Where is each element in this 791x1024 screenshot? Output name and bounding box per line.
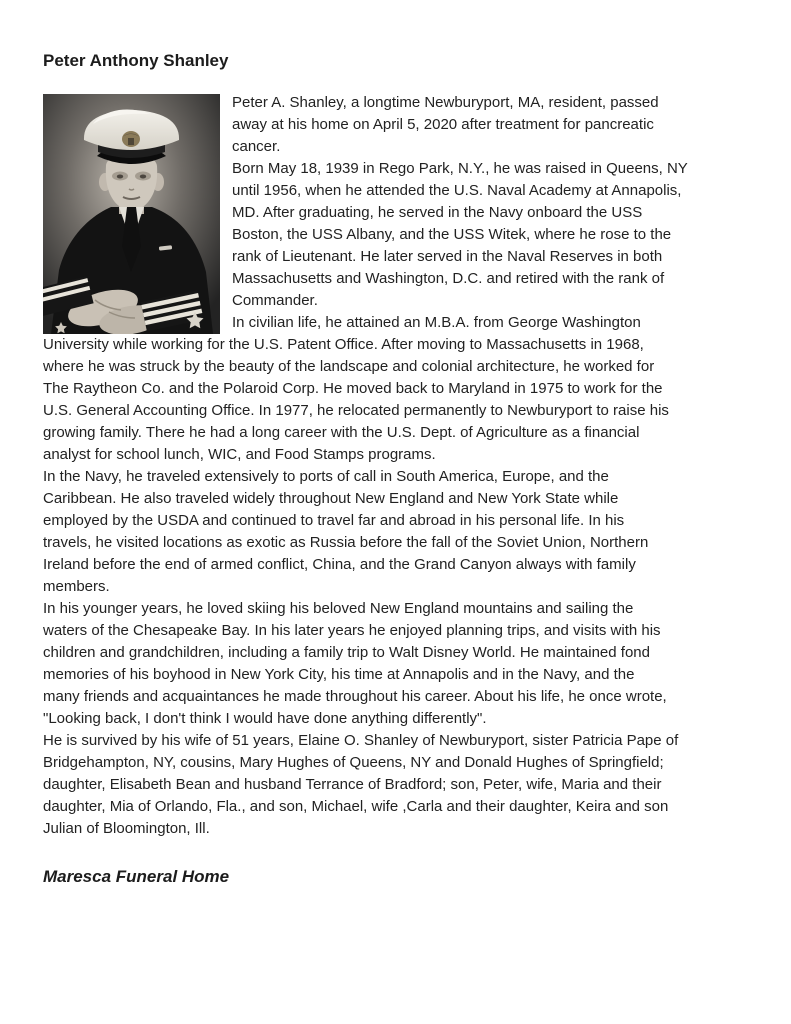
eye (140, 175, 146, 179)
text-line: cancer. (232, 138, 281, 155)
text-line: growing family. There he had a long career with the U.S. Dept. of Agriculture as a financial (43, 424, 640, 441)
text-line: Boston, the USS Albany, and the USS Witek, where he rose to the (232, 226, 672, 243)
funeral-home-name: Maresca Funeral Home (43, 867, 230, 886)
text-line: members. (43, 578, 110, 595)
text-line: University while working for the U.S. Patent Office. After moving to Massachusetts in 1968, (43, 336, 644, 353)
text-line: rank of Lieutenant. He later served in the Naval Reserves in both (232, 248, 663, 265)
text-line: waters of the Chesapeake Bay. In his later years he enjoyed planning trips, and visits with his (43, 622, 661, 639)
text-line: Julian of Bloomington, Ill. (43, 820, 210, 837)
portrait-photo (43, 94, 220, 334)
text-line: analyst for school lunch, WIC, and Food Stamps programs. (43, 446, 436, 463)
text-line: employed by the USDA and continued to travel far and abroad in his personal life. In his (43, 512, 625, 529)
obituary-text-full-width (43, 334, 763, 840)
text-line: In the Navy, he traveled extensively to ports of call in South America, Europe, and the (43, 468, 609, 485)
text-line: Born May 18, 1939 in Rego Park, N.Y., he was raised in Queens, NY (232, 160, 688, 177)
text-line: until 1956, when he attended the U.S. Naval Academy at Annapolis, (232, 182, 682, 199)
text-line: Peter A. Shanley, a longtime Newburyport, MA, resident, passed (232, 94, 659, 111)
text-line: MD. After graduating, he served in the Navy onboard the USS (232, 204, 643, 221)
text-line: children and grandchildren, including a family trip to Walt Disney World. He maintained fond (43, 644, 650, 661)
navy-officer-portrait-graphic (43, 94, 220, 334)
text-line: daughter, Elisabeth Bean and husband Terrance of Bradford; son, Peter, wife, Maria and their (43, 776, 662, 793)
text-line: away at his home on April 5, 2020 after treatment for pancreatic (232, 116, 654, 133)
text-line: daughter, Mia of Orlando, Fla., and son, Michael, wife ,Carla and their daughter, Keira and son (43, 798, 669, 815)
obituary-body (43, 92, 763, 840)
text-line: where he was struck by the beauty of the landscape and colonial architecture, he worked for (43, 358, 655, 375)
text-line: He is survived by his wife of 51 years, Elaine O. Shanley of Newburyport, sister Patricia Pape of (43, 732, 679, 749)
text-line: Commander. (232, 292, 318, 309)
text-line: Caribbean. He also traveled widely throughout New England and New York State while (43, 490, 619, 507)
text-line: Ireland before the end of armed conflict, China, and the Grand Canyon always with family (43, 556, 636, 573)
text-line: The Raytheon Co. and the Polaroid Corp. He moved back to Maryland in 1975 to work for the (43, 380, 663, 397)
text-line: Bridgehampton, NY, cousins, Mary Hughes of Queens, NY and Donald Hughes of Springfield; (43, 754, 664, 771)
text-line: In his younger years, he loved skiing his beloved New England mountains and sailing the (43, 600, 634, 617)
text-line: Massachusetts and Washington, D.C. and retired with the rank of (232, 270, 665, 287)
text-line: U.S. General Accounting Office. In 1977, he relocated permanently to Newburyport to raise his (43, 402, 669, 419)
text-line: "Looking back, I don't think I would have done anything differently". (43, 710, 487, 727)
text-line: travels, he visited locations as exotic as Russia before the fall of the Soviet Union, Northern (43, 534, 649, 551)
text-line: memories of his boyhood in New York City, his time at Annapolis and in the Navy, and the (43, 666, 635, 683)
page-title: Peter Anthony Shanley (43, 51, 229, 70)
eye (117, 175, 123, 179)
text-line: many friends and acquaintances he made throughout his career. About his life, he once wrote, (43, 688, 667, 705)
text-line: In civilian life, he attained an M.B.A. from George Washington (232, 314, 641, 331)
